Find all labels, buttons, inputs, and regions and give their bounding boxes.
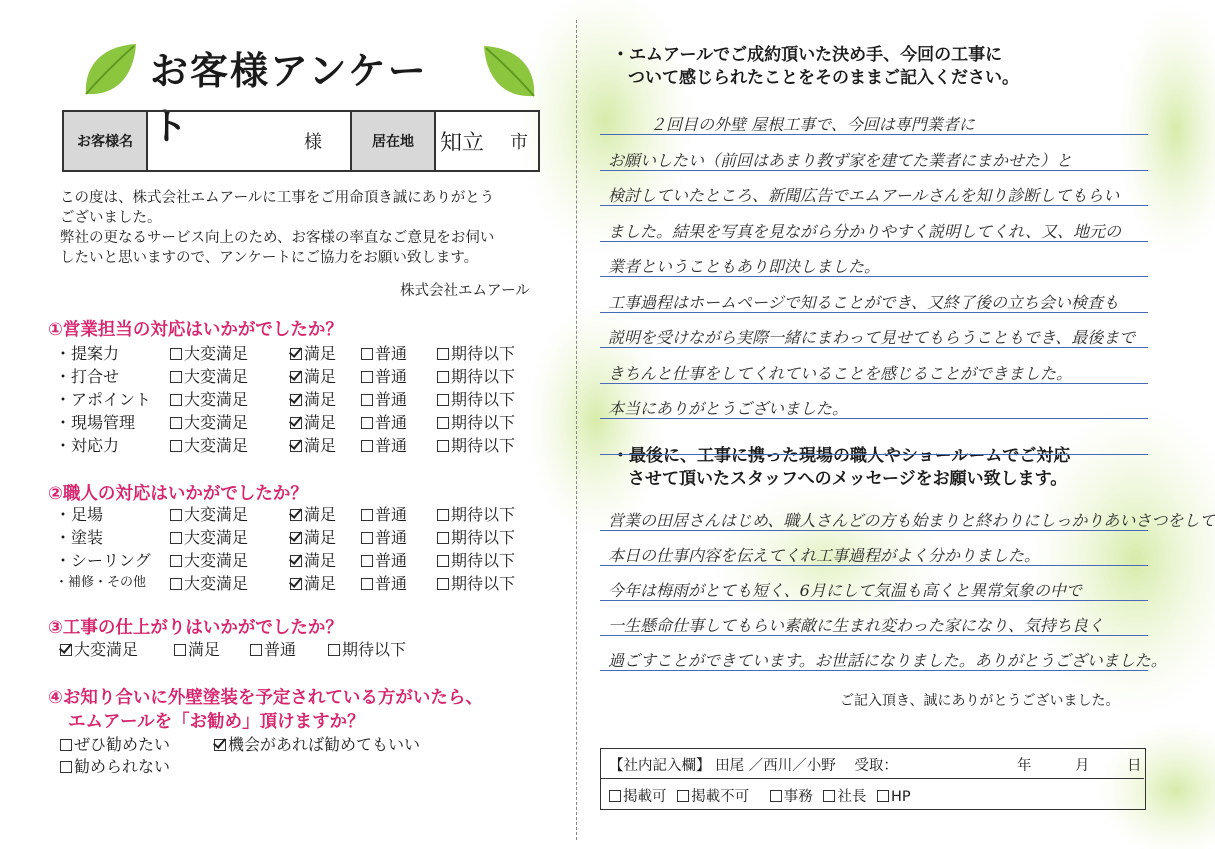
rating-row bbox=[55, 364, 535, 387]
checkbox[interactable] bbox=[60, 761, 72, 773]
rating-option[interactable]: 期待以下 bbox=[437, 548, 515, 571]
handwritten-line: 業者ということもあり即決しました。 bbox=[608, 257, 881, 276]
customer-name-label: お客様名 bbox=[64, 112, 148, 170]
writing-line bbox=[600, 454, 1148, 455]
checkbox[interactable] bbox=[170, 578, 182, 590]
handwritten-line: 工事過程はホームページで知ることができ、又終了後の立ち会い検査も bbox=[608, 292, 1120, 312]
checkbox[interactable] bbox=[361, 532, 373, 544]
checkbox[interactable] bbox=[437, 394, 449, 406]
checkbox[interactable] bbox=[437, 509, 449, 521]
rating-option[interactable]: 普通 bbox=[361, 341, 407, 364]
question-4-title-2: エムアールを「お勧め」頂けますか？ bbox=[68, 712, 365, 732]
year-label: 年 bbox=[1017, 758, 1032, 774]
rating-option[interactable]: 満足 bbox=[290, 548, 336, 571]
handwritten-line: 検討していたところ、新聞広告でエムアールさんを知り診断してもらい bbox=[608, 186, 1120, 205]
rating-option[interactable]: 満足 bbox=[290, 387, 336, 410]
checkbox[interactable] bbox=[437, 555, 449, 567]
writing-line bbox=[600, 276, 1148, 277]
writing-line bbox=[600, 347, 1148, 348]
checkbox[interactable] bbox=[170, 532, 182, 544]
internal-divider bbox=[601, 778, 1144, 779]
checkbox[interactable] bbox=[437, 371, 449, 383]
rating-option[interactable]: 大変満足 bbox=[170, 410, 248, 433]
writing-line bbox=[600, 565, 1148, 566]
comment-2-title: ・最後に、工事に携った現場の職人やショールームでご対応 bbox=[612, 446, 1071, 466]
rating-option[interactable]: 期待以下 bbox=[437, 341, 515, 364]
intro-line: ございました。 bbox=[60, 210, 162, 226]
intro-line: したいと思いますので、アンケートにご協力をお願い致します。 bbox=[60, 250, 479, 266]
address-suffix: 市 bbox=[510, 132, 528, 153]
checkbox[interactable] bbox=[437, 440, 449, 452]
rating-option[interactable]: 期待以下 bbox=[437, 410, 515, 433]
writing-line bbox=[600, 134, 1148, 135]
checkbox-checked[interactable] bbox=[290, 371, 302, 383]
checkbox[interactable] bbox=[361, 440, 373, 452]
checkbox[interactable] bbox=[328, 644, 340, 656]
checkbox-checked[interactable] bbox=[214, 739, 226, 751]
handwritten-line: お願いしたい（前回はあまり教ず家を建てた業者にまかせた）と bbox=[608, 150, 1073, 170]
question-1-title: ①営業担当の対応はいかがでしたか？ bbox=[48, 320, 343, 340]
rating-option[interactable]: 普通 bbox=[361, 410, 407, 433]
rating-option[interactable]: 大変満足 bbox=[170, 548, 248, 571]
rating-row bbox=[55, 525, 535, 548]
question-3-options bbox=[60, 637, 540, 660]
rating-option[interactable]: 期待以下 bbox=[437, 525, 515, 548]
writing-line bbox=[600, 170, 1148, 171]
rating-option[interactable]: 大変満足 bbox=[170, 525, 248, 548]
question-3-title: ③工事の仕上がりはいかがでしたか？ bbox=[48, 618, 343, 638]
checkbox-checked[interactable] bbox=[290, 578, 302, 590]
internal-row-2: 掲載可 掲載不可 事務 社長 HP bbox=[609, 785, 911, 806]
address-value: 知立 bbox=[440, 130, 485, 156]
checkbox-checked[interactable] bbox=[290, 440, 302, 452]
comment-1-title-2: ついて感じられたことをそのままご記入ください。 bbox=[628, 68, 1019, 88]
handwritten-line: ２回目の外壁 屋根工事で、今回は専門業者に bbox=[650, 115, 975, 134]
rating-row bbox=[55, 387, 535, 410]
handwritten-line: 本日の仕事内容を伝えてくれ工事過程がよく分かりました。 bbox=[608, 546, 1041, 565]
handwritten-line: ました。結果を写真を見ながら分かりやすく説明してくれ、又、地元の bbox=[608, 221, 1121, 241]
checkbox[interactable] bbox=[60, 739, 72, 751]
rating-option[interactable]: 満足 bbox=[290, 364, 336, 387]
internal-label: 【社内記入欄】 bbox=[609, 758, 711, 774]
leaf-icon bbox=[78, 38, 142, 102]
writing-line bbox=[600, 670, 1148, 671]
checkbox[interactable] bbox=[170, 394, 182, 406]
checkbox[interactable] bbox=[877, 790, 889, 802]
rating-row-label: ・足場 bbox=[55, 505, 104, 524]
checkbox[interactable] bbox=[361, 555, 373, 567]
rating-row-label: ・現場管理 bbox=[55, 413, 136, 432]
company-name: 株式会社エムアール bbox=[400, 283, 530, 299]
customer-name-suffix: 様 bbox=[304, 132, 322, 153]
checkbox[interactable] bbox=[170, 555, 182, 567]
checkbox[interactable] bbox=[170, 509, 182, 521]
handwritten-line: 説明を受けながら実際一緒にまわって見せてもらうこともでき、最後まで bbox=[608, 328, 1136, 347]
month-label: 月 bbox=[1075, 758, 1090, 774]
rating-option[interactable]: 普通 bbox=[361, 525, 407, 548]
day-label: 日 bbox=[1127, 758, 1142, 774]
checkbox-checked[interactable] bbox=[290, 417, 302, 429]
handwritten-line: 過ごすことができています。お世話になりました。ありがとうございました。 bbox=[608, 651, 1167, 670]
rating-row bbox=[55, 502, 535, 525]
checkbox-checked[interactable] bbox=[290, 532, 302, 544]
rating-option[interactable]: 大変満足 bbox=[170, 364, 248, 387]
staff-names: 田尾 ／西川／小野 bbox=[715, 758, 836, 774]
intro-line: この度は、株式会社エムアールに工事をご用命頂き誠にありがとう bbox=[60, 190, 495, 206]
checkbox[interactable] bbox=[361, 578, 373, 590]
handwritten-line: 今年は梅雨がとても短く、6月にして気温も高くと異常気象の中で bbox=[608, 581, 1082, 600]
checkbox-checked[interactable] bbox=[290, 394, 302, 406]
writing-line bbox=[600, 418, 1148, 419]
rating-option[interactable]: 大変満足 bbox=[170, 341, 248, 364]
checkbox[interactable] bbox=[437, 578, 449, 590]
rating-option[interactable]: 期待以下 bbox=[437, 433, 515, 456]
rating-row-label: ・シーリング bbox=[55, 551, 151, 570]
rating-option[interactable]: 普通 bbox=[250, 637, 296, 660]
checkbox-checked[interactable] bbox=[290, 348, 302, 360]
rating-row bbox=[55, 571, 535, 594]
checkbox[interactable] bbox=[437, 417, 449, 429]
checkbox[interactable] bbox=[170, 371, 182, 383]
checkbox[interactable] bbox=[677, 790, 689, 802]
comment-1-title: ・エムアールでご成約頂いた決め手、今回の工事に bbox=[612, 45, 1003, 65]
rating-option[interactable]: 満足 bbox=[290, 502, 336, 525]
intro-line: 弊社の更なるサービス向上のため、お客様の率直なご意見をお伺い bbox=[60, 230, 495, 246]
question-2-title: ②職人の対応はいかがでしたか？ bbox=[48, 484, 308, 504]
rating-row-label: ・打合せ bbox=[55, 367, 120, 386]
rating-option[interactable]: 期待以下 bbox=[437, 571, 515, 594]
writing-line bbox=[600, 241, 1148, 242]
writing-line bbox=[600, 635, 1148, 636]
checkbox[interactable] bbox=[361, 394, 373, 406]
rating-row bbox=[55, 433, 535, 456]
rating-option[interactable]: 満足 bbox=[290, 525, 336, 548]
question-4-title: ④お知り合いに外壁塗装を予定されている方がいたら、 bbox=[48, 688, 483, 708]
checkbox-checked[interactable] bbox=[60, 644, 72, 656]
rating-option[interactable]: 満足 bbox=[174, 637, 220, 660]
rating-row-label: ・対応力 bbox=[55, 436, 120, 455]
receipt-label: 受取： bbox=[854, 758, 898, 774]
checkbox[interactable] bbox=[250, 644, 262, 656]
leaf-icon bbox=[478, 40, 542, 104]
writing-line bbox=[600, 600, 1148, 601]
rating-row-label: ・塗装 bbox=[55, 528, 104, 547]
writing-line bbox=[600, 530, 1148, 531]
internal-row-1 bbox=[609, 754, 1142, 775]
rating-row bbox=[55, 548, 535, 571]
rating-row-label: ・補修・その他 bbox=[55, 575, 147, 590]
rating-option[interactable]: 大変満足 bbox=[170, 571, 248, 594]
checkbox[interactable] bbox=[361, 371, 373, 383]
checkbox[interactable] bbox=[361, 417, 373, 429]
handwritten-line: 営業の田居さんはじめ、職人さんどの方も始まりと終わりにしっかりあいさつをして bbox=[608, 511, 1215, 530]
rating-option[interactable]: 大変満足 bbox=[170, 502, 248, 525]
rating-option[interactable]: 満足 bbox=[290, 571, 336, 594]
rating-option[interactable]: 普通 bbox=[361, 364, 407, 387]
rating-row-label: ・アポイント bbox=[55, 390, 152, 409]
address-label: 居在地 bbox=[350, 112, 436, 170]
checkbox[interactable] bbox=[170, 417, 182, 429]
rating-option[interactable]: 大変満足 bbox=[170, 433, 248, 456]
checkbox-checked[interactable] bbox=[290, 555, 302, 567]
rating-option[interactable]: 大変満足 bbox=[170, 387, 248, 410]
checkbox[interactable] bbox=[609, 790, 621, 802]
rating-option[interactable]: 普通 bbox=[361, 571, 407, 594]
checkbox-checked[interactable] bbox=[290, 509, 302, 521]
rating-option[interactable]: 期待以下 bbox=[437, 502, 515, 525]
writing-line bbox=[600, 383, 1148, 384]
rating-option[interactable]: 満足 bbox=[290, 433, 336, 456]
checkbox[interactable] bbox=[170, 348, 182, 360]
checkbox[interactable] bbox=[437, 348, 449, 360]
rating-option[interactable]: 普通 bbox=[361, 387, 407, 410]
rating-option[interactable]: 普通 bbox=[361, 548, 407, 571]
rating-option[interactable]: 期待以下 bbox=[328, 637, 406, 660]
rating-row-label: ・提案力 bbox=[55, 344, 120, 363]
rating-option[interactable]: 満足 bbox=[290, 410, 336, 433]
checkbox[interactable] bbox=[361, 348, 373, 360]
rating-option[interactable]: 期待以下 bbox=[437, 387, 515, 410]
rating-option[interactable]: 満足 bbox=[290, 341, 336, 364]
column-divider bbox=[576, 20, 577, 840]
checkbox[interactable] bbox=[170, 440, 182, 452]
checkbox[interactable] bbox=[174, 644, 186, 656]
internal-use-box bbox=[600, 748, 1146, 810]
thanks-text: ご記入頂き、誠にありがとうございました。 bbox=[840, 693, 1120, 709]
rating-option[interactable]: 普通 bbox=[361, 433, 407, 456]
handwritten-line: 一生懸命仕事してもらい素敵に生まれ変わった家になり、気持ち良く bbox=[608, 616, 1104, 635]
rating-row bbox=[55, 410, 535, 433]
checkbox[interactable] bbox=[823, 790, 835, 802]
rating-row bbox=[55, 341, 535, 364]
page-title: お客様アンケート bbox=[150, 49, 428, 148]
rating-option[interactable]: 期待以下 bbox=[437, 364, 515, 387]
checkbox[interactable] bbox=[437, 532, 449, 544]
handwritten-line: 本当にありがとうございました。 bbox=[608, 399, 849, 418]
rating-option[interactable]: 普通 bbox=[361, 502, 407, 525]
customer-info-table bbox=[62, 110, 540, 172]
handwritten-line: きちんと仕事をしてくれていることを感じることができました。 bbox=[608, 363, 1073, 383]
rating-option[interactable]: 大変満足 bbox=[60, 637, 138, 660]
checkbox[interactable] bbox=[361, 509, 373, 521]
checkbox[interactable] bbox=[770, 790, 782, 802]
writing-line bbox=[600, 312, 1148, 313]
intro-text bbox=[60, 188, 550, 268]
writing-line bbox=[600, 205, 1148, 206]
comment-2-title-2: させて頂いたスタッフへのメッセージをお願い致します。 bbox=[628, 469, 1068, 489]
